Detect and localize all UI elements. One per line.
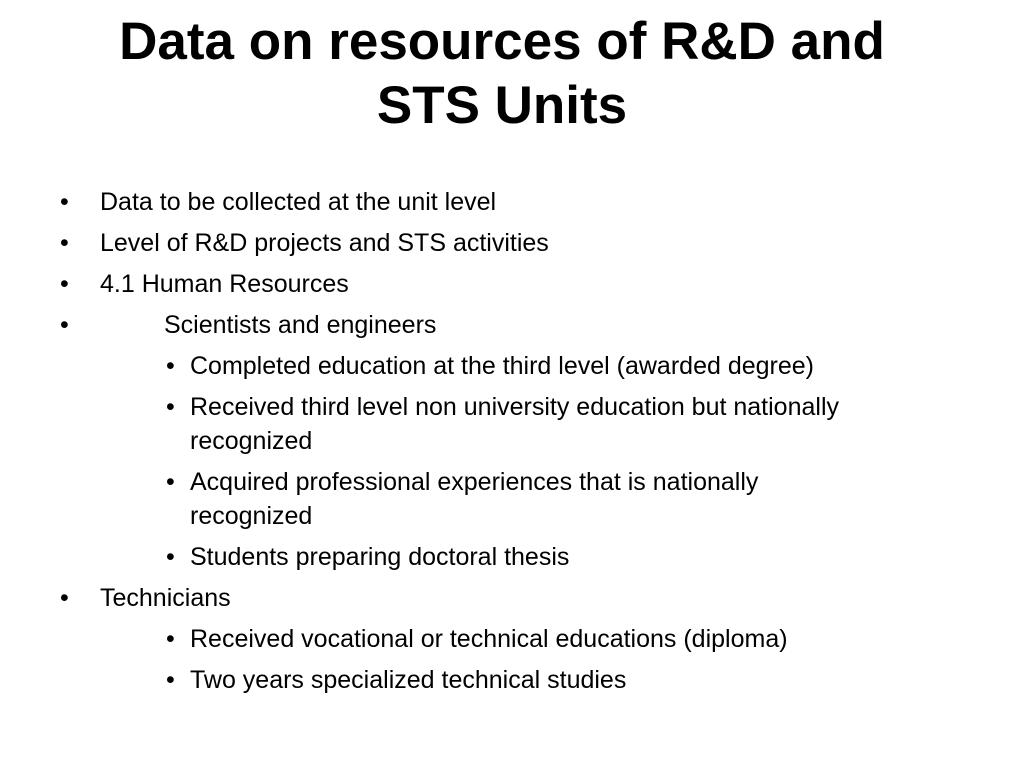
sub-bullet-marker: • — [166, 468, 175, 496]
slide-title-line-2: STS Units — [376, 76, 628, 135]
sub-list-item: Received vocational or technical educations (diploma) — [190, 625, 788, 653]
sub-bullet-marker: • — [166, 352, 175, 380]
sub-bullet-marker: • — [166, 625, 175, 653]
sub-bullet-marker: • — [166, 393, 175, 421]
list-item: 4.1 Human Resources — [100, 270, 349, 298]
sub-bullet-marker: • — [166, 666, 175, 694]
sub-list-item-line-2: recognized — [190, 502, 313, 530]
bullet-marker: • — [60, 311, 69, 339]
sub-list-item: Two years specialized technical studies — [190, 666, 627, 694]
sub-bullet-marker: • — [166, 543, 175, 571]
list-item: Technicians — [100, 584, 231, 612]
sub-list-item-line-1: Acquired professional experiences that is nationally — [190, 468, 759, 496]
list-item: Scientists and engineers — [164, 311, 437, 339]
bullet-marker: • — [60, 270, 69, 298]
sub-list-item-line-2: recognized — [190, 427, 313, 455]
list-item: Data to be collected at the unit level — [100, 188, 497, 216]
bullet-marker: • — [60, 584, 69, 612]
bullet-marker: • — [60, 229, 69, 257]
bullet-marker: • — [60, 188, 69, 216]
sub-list-item-line-1: Received third level non university education but nationally — [190, 393, 839, 421]
list-item: Level of R&D projects and STS activities — [100, 229, 549, 257]
sub-list-item: Students preparing doctoral thesis — [190, 543, 570, 571]
sub-list-item: Completed education at the third level (awarded degree) — [190, 352, 814, 380]
slide-title-line-1: Data on resources of R&D and — [119, 12, 885, 71]
